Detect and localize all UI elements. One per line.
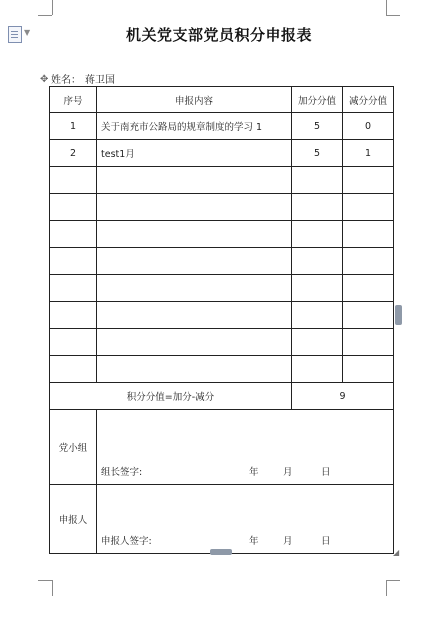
resize-handle-icon[interactable]: ◢ <box>393 548 400 557</box>
cell-add[interactable] <box>292 275 343 302</box>
table-row <box>50 194 394 221</box>
cell-minus[interactable] <box>343 356 394 383</box>
group-month: 月 <box>283 467 293 478</box>
score-table <box>49 86 394 554</box>
cell-content[interactable] <box>97 167 292 194</box>
cell-content[interactable] <box>97 275 292 302</box>
cell-no[interactable] <box>50 275 97 302</box>
cell-minus[interactable] <box>343 248 394 275</box>
table-move-handle-icon[interactable]: ✥ <box>40 74 49 85</box>
cell-minus[interactable]: 1 <box>343 140 394 167</box>
cell-minus[interactable] <box>343 329 394 356</box>
cell-add[interactable] <box>292 167 343 194</box>
cell-content[interactable] <box>97 194 292 221</box>
group-sign-label: 组长签字: <box>101 467 143 478</box>
applicant-sign-row <box>50 485 394 554</box>
cell-no[interactable] <box>50 167 97 194</box>
cell-add[interactable]: 5 <box>292 140 343 167</box>
cell-content[interactable] <box>97 302 292 329</box>
cell-no[interactable] <box>50 356 97 383</box>
cell-content[interactable]: test1月 <box>97 140 292 167</box>
applicant-day: 日 <box>321 536 331 547</box>
header-minus: 减分分值 <box>343 87 394 113</box>
crop-mark-bottom-left-v <box>52 580 53 596</box>
group-sign-area[interactable] <box>97 410 394 485</box>
cell-add[interactable] <box>292 302 343 329</box>
cell-minus[interactable] <box>343 302 394 329</box>
cell-no[interactable] <box>50 248 97 275</box>
group-year: 年 <box>249 467 259 478</box>
cell-no[interactable] <box>50 329 97 356</box>
column-add-handle[interactable] <box>395 305 402 325</box>
cell-no[interactable] <box>50 194 97 221</box>
cell-add[interactable] <box>292 194 343 221</box>
applicant-year: 年 <box>249 536 259 547</box>
name-value: 蒋卫国 <box>85 75 115 86</box>
cell-add[interactable] <box>292 329 343 356</box>
cell-add[interactable]: 5 <box>292 113 343 140</box>
table-row <box>50 167 394 194</box>
cell-minus[interactable] <box>343 275 394 302</box>
group-sign-row <box>50 410 394 485</box>
group-day: 日 <box>321 467 331 478</box>
total-row <box>50 383 394 410</box>
crop-mark-bottom-left-h <box>38 580 52 581</box>
table-row <box>50 113 394 140</box>
header-content: 申报内容 <box>97 87 292 113</box>
cell-minus[interactable] <box>343 167 394 194</box>
total-value[interactable]: 9 <box>292 383 394 410</box>
cell-add[interactable] <box>292 356 343 383</box>
cell-content[interactable] <box>97 356 292 383</box>
cell-minus[interactable] <box>343 221 394 248</box>
chevron-down-icon[interactable]: ▼ <box>24 28 31 37</box>
cell-no[interactable] <box>50 221 97 248</box>
cell-content[interactable] <box>97 329 292 356</box>
row-add-handle[interactable] <box>210 549 232 555</box>
cell-minus[interactable] <box>343 194 394 221</box>
cell-add[interactable] <box>292 221 343 248</box>
cell-content[interactable] <box>97 221 292 248</box>
table-row <box>50 140 394 167</box>
table-row <box>50 221 394 248</box>
table-row <box>50 302 394 329</box>
applicant-month: 月 <box>283 536 293 547</box>
crop-mark-top-left-v <box>52 0 53 15</box>
table-row <box>50 275 394 302</box>
applicant-sign-area[interactable] <box>97 485 394 554</box>
table-header-row <box>50 87 394 113</box>
cell-add[interactable] <box>292 248 343 275</box>
cell-no[interactable]: 1 <box>50 113 97 140</box>
applicant-sign-label: 申报人签字: <box>101 536 152 547</box>
cell-no[interactable]: 2 <box>50 140 97 167</box>
cell-minus[interactable]: 0 <box>343 113 394 140</box>
header-add: 加分分值 <box>292 87 343 113</box>
page-title: 机关党支部党员积分申报表 <box>125 26 312 44</box>
crop-mark-bottom-right-h <box>386 580 400 581</box>
cell-no[interactable] <box>50 302 97 329</box>
name-line <box>51 71 115 86</box>
crop-mark-top-right-v <box>386 0 387 15</box>
group-label: 党小组 <box>50 410 97 485</box>
table-row <box>50 356 394 383</box>
cell-content[interactable] <box>97 248 292 275</box>
cell-content[interactable]: 关于南充市公路局的规章制度的学习 1 <box>97 113 292 140</box>
crop-mark-top-left-h <box>38 15 52 16</box>
name-label: 姓名： <box>51 75 81 86</box>
header-no: 序号 <box>50 87 97 113</box>
table-row <box>50 329 394 356</box>
total-label: 积分分值=加分-减分 <box>50 383 292 410</box>
table-row <box>50 248 394 275</box>
crop-mark-top-right-h <box>386 15 400 16</box>
applicant-label: 申报人 <box>50 485 97 554</box>
crop-mark-bottom-right-v <box>386 580 387 596</box>
